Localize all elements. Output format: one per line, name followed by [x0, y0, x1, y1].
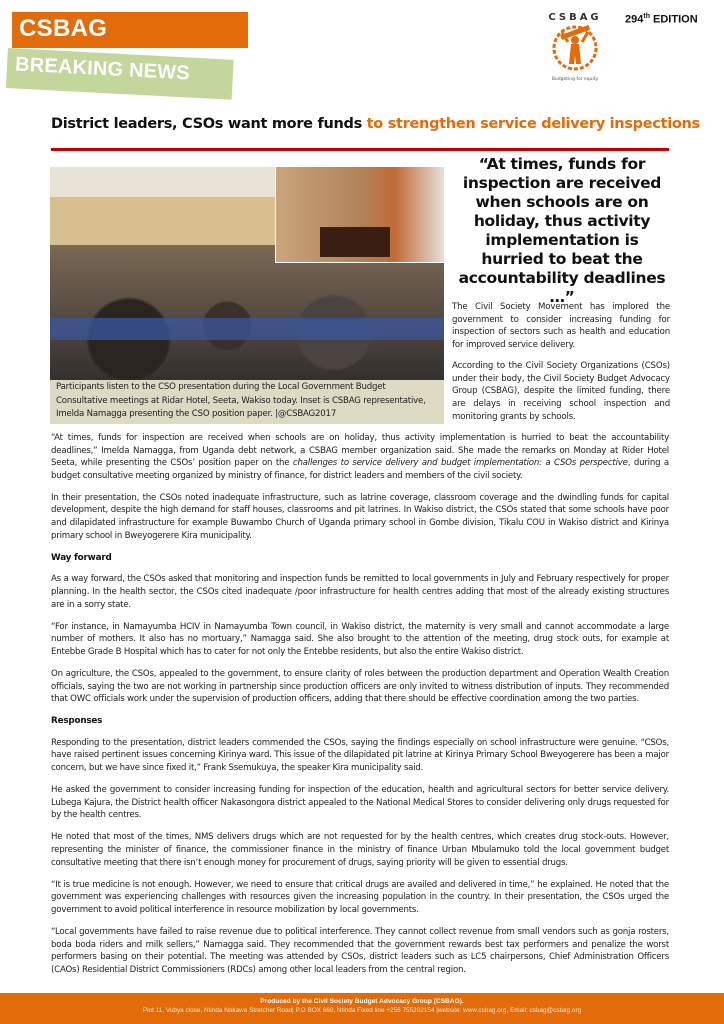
- paper-title: challenges to service delivery and budget implementation: a CSOs perspective: [292, 458, 628, 469]
- logo-tagline: Budgeting for equity: [551, 77, 599, 82]
- footer-producer: Produced by the Civil Society Budget Advocacy Group (CSBAG).: [260, 998, 464, 1005]
- article-paragraph: He noted that most of the times, NMS delivers drugs which are not requested for by the health centres, which creates drug stock-outs. However, representing the minister of finance, the commissioner finance in the ministry of finance Urban Mbulamuko told the local government budget consultative meeting that there isn’t enough money for procurement of drugs, saying priority will be given to essential drugs.: [51, 832, 669, 868]
- section-heading-responses: Responses: [51, 716, 103, 727]
- article-paragraph: He asked the government to consider increasing funding for inspection of the education, health and agricultural sectors for better service delivery. Lubega Kajura, the District health officer Nakasongora district appealed to the National Medical Stores to consider delivering only drugs requested for by the health centres.: [51, 785, 669, 821]
- article-paragraph: [51, 432, 669, 482]
- p1-text: “At times, funds for inspection are received when schools are on holiday, thus activity implementation is hurried to beat the accountability deadlines,” Imelda Namagga, from Uganda debt network, a CSBAG member organization said. She made the remarks on Monday at Rider Hotel Seeta, while presenting the CSOs’ position paper on the: [51, 433, 669, 469]
- edition-number: 294: [625, 13, 644, 26]
- article-paragraph: In their presentation, the CSOs noted inadequate infrastructure, such as latrine coverage, classroom coverage and the dwindling funds for capital development, despite the high demand for staff houses, classrooms and pit latrines. In Wakiso district, the CSOs stated that some schools have poor and dilapidated infrastructure for example Buwambo Church of Uganda primary school in Gombe division, Tikalu COU in Wakiso district and Kirinya primary school in Bweyogerere Kira municipality.: [51, 492, 669, 541]
- article-paragraph: On agriculture, the CSOs, appealed to the government, to ensure clarity of roles between the production department and Operation Wealth Creation officials, saying the two are not working in partnership since production officers are only invited to witness distribution of inputs. They recommended that OWC officials work under the supervision of production officers, adding that there should be effective coordination among the two parties.: [51, 668, 669, 705]
- headline-part1: District leaders, CSOs want more funds: [51, 116, 367, 132]
- p1-text-end: , during a budget consultative meeting organized by ministry of finance, for district leaders and members of the civil society.: [51, 458, 669, 481]
- article-paragraph: “Local governments have failed to raise revenue due to political interference. They cannot collect revenue from small vendors such as gonja rosters, boda boda riders and milk sellers,” Namagga said. They recommended that the government rewards best tax performers and penalize the worst performers basing on their potential. The meeting was attended by CSOs, district leaders such as LC5 chairpersons, Chief Administration Officers (CAOs) Residential District Commissioners (RDCs) among other local leaders from the central region.: [51, 926, 669, 975]
- page-title: [51, 116, 700, 132]
- photo-caption: Participants listen to the CSO presentation during the Local Government Budget Consultative meetings at Ridar Hotel, Seeta, Wakiso today. Inset is CSBAG representative, Imelda Namagga presenting the CSO position paper. |@CSBAG2017: [50, 380, 444, 424]
- intro-paragraph: According to the Civil Society Organizations (CSOs) under their body, the Civil Society Budget Advocacy Group (CSBAG), despite the limited funding, there are delays in receiving school inspection and monitoring grants by schools.: [452, 360, 670, 422]
- intro-paragraph: The Civil Society Movement has implored the government to consider increasing funding for inspection of sectors such as health and education for improved service delivery.: [452, 302, 670, 351]
- article-paragraph: As a way forward, the CSOs asked that monitoring and inspection funds be remitted to local governments in July and February respectively for proper planning. In the health sector, the CSOs cited inadequate /poor infrastructure for health centres adding that most of the already existing structures are in a sorry state.: [51, 574, 669, 610]
- edition-word: EDITION: [653, 13, 698, 26]
- brand-name: CSBAG: [19, 15, 108, 42]
- intro-sidebar: [452, 301, 670, 431]
- pull-quote: “At times, funds for inspection are received when schools are on holiday, thus activity implementation is hurried to beat the accountability deadlines …”: [458, 155, 666, 306]
- csbag-logo-icon: [540, 6, 610, 86]
- article-body: [51, 432, 669, 986]
- edition-suffix: th: [643, 13, 650, 20]
- meeting-photo: [50, 167, 444, 380]
- headline-divider: [51, 148, 669, 151]
- edition-label: [625, 13, 698, 26]
- breaking-news-banner: [6, 48, 234, 100]
- article-paragraph: “It is true medicine is not enough. However, we need to ensure that critical drugs are availed and delivered in time,” he explained. He noted that the government was experiencing challenges with resources given the increasing population in the country. In their presentation, the CSOs urged the government to avoid political interference in resource mobilization by local governments.: [51, 879, 669, 915]
- article-paragraph: “For instance, in Namayumba HCIV in Namayumba Town council, in Wakiso district, the maternity is very small and cannot accommodate a large number of mothers. It also has no mortuary,” Namagga said. She also brought to the attention of the meeting, drug stock outs, for example at Entebbe Grade B Hospital which has to cater for not only the Entebbe residents, but also the entire Wakiso district.: [51, 621, 669, 657]
- footer: [0, 993, 724, 1024]
- breaking-news-label: BREAKING NEWS: [14, 53, 191, 85]
- section-heading-way-forward: Way forward: [51, 552, 112, 563]
- brand-banner: [12, 12, 248, 48]
- footer-contact: Plot 11, Vubya close, Ntinda Nakawa Stretcher Road| P.O BOX 660, Ntinda Fixed line +256 755202154 |website: www.csbag.org, Email: csbag@csbag.org: [142, 1007, 582, 1014]
- photo-podium: [320, 227, 390, 257]
- article-paragraph: Responding to the presentation, district leaders commended the CSOs, saying the findings especially on school infrastructure were genuine. “CSOs, have raised pertinent issues concerning Kirinya ward. This issue of the dilapidated pit latrine at Kirinya Primary School Bweyogerere has been a major concern, but we have since fixed it,” Frank Ssemukuya, the speaker Kira municipality said.: [51, 737, 669, 773]
- photo-crowd: [50, 245, 444, 380]
- headline-part2: to strengthen service delivery inspections: [366, 116, 700, 132]
- photo-table: [50, 318, 444, 340]
- logo-text: CSBAG: [548, 12, 602, 23]
